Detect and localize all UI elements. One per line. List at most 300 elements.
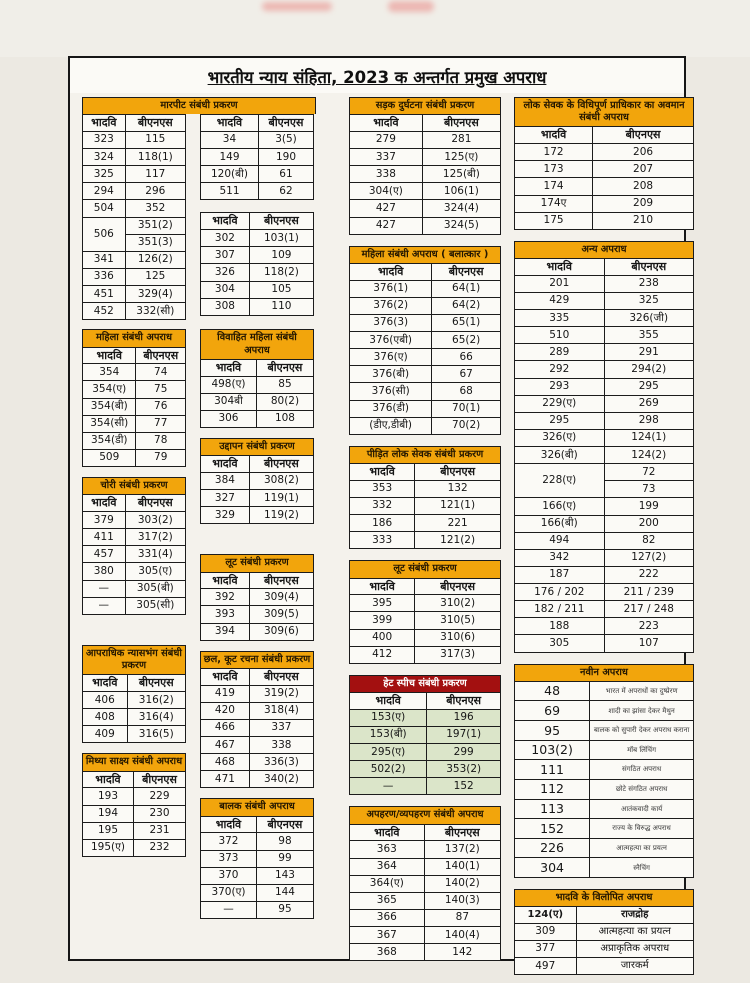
ipc-cell: 377: [515, 940, 577, 957]
bns-cell: 209: [593, 195, 694, 212]
ipc-cell: 324: [83, 149, 126, 166]
bns-cell: 217 / 248: [604, 601, 694, 618]
bns-cell: 221: [415, 515, 501, 532]
ipc-cell: 226: [515, 838, 590, 858]
bns-cell: 152: [427, 778, 501, 795]
ipc-cell: 120(बी): [201, 166, 259, 183]
bns-cell: 207: [593, 161, 694, 178]
table-row: [201, 850, 314, 867]
col-header-bns: बीएनएस: [256, 359, 313, 376]
bns-cell: बालक को सुपारी देकर अपराध कराना: [590, 721, 694, 741]
table-row: [201, 606, 314, 623]
uddapan-grid: [200, 455, 314, 524]
watermark-smudge: [262, 2, 332, 11]
header-row: [201, 115, 314, 132]
table-row: [83, 268, 186, 285]
table-title: लूट संबंधी प्रकरण: [349, 560, 501, 577]
col-header-ipc: भादवि: [350, 693, 427, 710]
table-row: [350, 927, 501, 944]
ipc-cell: 327: [201, 490, 250, 507]
header-row: [350, 693, 501, 710]
col-header-ipc: भादवि: [201, 668, 250, 685]
table-row: [515, 635, 694, 652]
ipc-cell: 153(ए): [350, 709, 427, 726]
table-row: [515, 549, 694, 566]
bns-cell: 211 / 239: [604, 584, 694, 601]
table-row: [350, 778, 501, 795]
bns-cell: 72: [604, 464, 694, 481]
bns-cell: 125: [125, 268, 185, 285]
table-row: [83, 563, 186, 580]
table-row: [83, 183, 186, 200]
ipc-cell: 502(2): [350, 761, 427, 778]
bns-cell: 295: [604, 378, 694, 395]
table-row: [201, 281, 314, 298]
bns-cell: 62: [258, 183, 313, 200]
ipc-cell: 353: [350, 480, 415, 497]
bns-cell: 78: [136, 432, 186, 449]
ipc-cell: 364(ए): [350, 875, 425, 892]
bns-cell: 190: [258, 149, 313, 166]
table-row: [201, 771, 314, 788]
ipc-cell: 393: [201, 606, 250, 623]
ipc-cell: 325: [83, 166, 126, 183]
header-row: [83, 771, 186, 788]
ipc-cell: 166(ए): [515, 498, 605, 515]
bns-cell: 75: [136, 381, 186, 398]
header-row: [350, 824, 501, 841]
ipc-cell: 307: [201, 247, 250, 264]
bns-cell: 351(3): [125, 234, 185, 251]
table-row: [515, 447, 694, 464]
table-row: [515, 178, 694, 195]
ipc-cell: 195(ए): [83, 839, 134, 856]
ipc-cell: 406: [83, 692, 128, 709]
anya-apradh-table: [514, 241, 694, 653]
bns-cell: 340(2): [249, 771, 313, 788]
bns-cell: आत्महत्या का प्रयत्न: [590, 838, 694, 858]
table-row: [83, 709, 186, 726]
bns-cell: 126(2): [125, 251, 185, 268]
table-row: [350, 595, 501, 612]
col-header-bns: बीएनएस: [427, 693, 501, 710]
col-header-bns: बीएनएस: [415, 578, 501, 595]
ipc-cell: 166(बी): [515, 515, 605, 532]
bns-cell: 98: [256, 833, 313, 850]
table-title: सड़क दुर्घटना संबंधी प्रकरण: [349, 97, 501, 114]
col-header-ipc: भादवि: [515, 127, 593, 144]
ipc-cell: 173: [515, 161, 593, 178]
table-row: [201, 507, 314, 524]
bns-cell: शादी का झांसा देकर मैथुन: [590, 701, 694, 721]
marpeet-subtables: [82, 114, 316, 320]
bns-cell: 305(सी): [125, 597, 185, 614]
ipc-cell: 370(ए): [201, 884, 257, 901]
table-row: [350, 131, 501, 148]
bns-cell: 77: [136, 415, 186, 432]
table-row: [515, 464, 694, 481]
col-header-bns: बीएनएस: [127, 675, 185, 692]
col-header-bns: बीएनएस: [256, 816, 313, 833]
bns-cell: 118(1): [125, 149, 185, 166]
header-row: [201, 456, 314, 473]
header-row: [201, 668, 314, 685]
ipc-cell: —: [201, 901, 257, 918]
bns-cell: आतंकवादी कार्य: [590, 799, 694, 819]
table-row: [515, 907, 694, 924]
table-title: अपहरण/व्यपहरण संबंधी अपराध: [349, 806, 501, 823]
table-row: [83, 692, 186, 709]
bns-cell: 199: [604, 498, 694, 515]
bns-cell: 197(1): [427, 726, 501, 743]
table-row: [350, 480, 501, 497]
ipc-cell: 409: [83, 726, 128, 743]
vivahit-mahila-table: [200, 329, 314, 428]
ipc-cell: 336: [83, 268, 126, 285]
bns-cell: 324(4): [422, 200, 500, 217]
bns-cell: 351(2): [125, 217, 185, 234]
table-row: [350, 349, 501, 366]
table-title: मारपीट संबंधी प्रकरण: [82, 97, 316, 114]
ipc-cell: 304: [515, 858, 590, 878]
ipc-cell: 229(ए): [515, 395, 605, 412]
bns-cell: 316(2): [127, 692, 185, 709]
table-title: उद्दापन संबंधी प्रकरण: [200, 438, 314, 455]
ipc-cell: 305: [515, 635, 605, 652]
bns-cell: 110: [249, 298, 313, 315]
table-title: विवाहित महिला संबंधी अपराध: [200, 329, 314, 358]
table-row: [515, 532, 694, 549]
ipc-cell: 201: [515, 275, 605, 292]
column-3: [349, 97, 501, 961]
table-row: [515, 161, 694, 178]
ipc-cell: 172: [515, 144, 593, 161]
ipc-cell: 412: [350, 646, 415, 663]
mahila-sambandhi-table: [82, 329, 186, 467]
table-row: [83, 726, 186, 743]
bns-cell: 65(2): [432, 332, 501, 349]
balak-sambandhi-table: [200, 798, 314, 919]
column-4: [514, 97, 694, 975]
nyasbhang-grid: [82, 674, 186, 743]
bns-cell: 3(5): [258, 131, 313, 148]
marpeet-right-top-table: [200, 114, 314, 200]
ipc-cell: 373: [201, 850, 257, 867]
bns-cell: 309(4): [249, 589, 313, 606]
table-row: [515, 429, 694, 446]
sadak-durghatna-table: [349, 97, 501, 235]
ipc-cell: 419: [201, 685, 250, 702]
col-header-ipc: भादवि: [350, 464, 415, 481]
col-header-ipc: भादवि: [83, 771, 134, 788]
header-row: [350, 115, 501, 132]
bns-cell: 200: [604, 515, 694, 532]
ipc-cell: 384: [201, 472, 250, 489]
ipc-cell: 408: [83, 709, 128, 726]
ipc-cell: 509: [83, 449, 136, 466]
bns-cell: 332(सी): [125, 303, 185, 320]
apaharan-table: [349, 806, 501, 961]
ipc-cell: —: [83, 597, 126, 614]
table-row: [201, 131, 314, 148]
table-row: [350, 841, 501, 858]
table-row: [515, 779, 694, 799]
ipc-cell: 411: [83, 529, 126, 546]
table-row: [83, 149, 186, 166]
marpeet-right-subtables: [200, 114, 314, 320]
table-row: [515, 515, 694, 532]
bns-cell: 70(2): [432, 417, 501, 434]
ipc-cell: 370: [201, 867, 257, 884]
ipc-cell: —: [83, 580, 126, 597]
table-row: [350, 297, 501, 314]
table-row: [515, 601, 694, 618]
bns-cell: 305(ए): [125, 563, 185, 580]
naveen-apradh-grid: [514, 681, 694, 878]
bns-cell: 319(2): [249, 685, 313, 702]
bns-cell: 326(जी): [604, 310, 694, 327]
header-row: [350, 263, 501, 280]
table-row: [515, 760, 694, 780]
page-title: भारतीय न्याय संहिता, 2023 क अन्तर्गत प्रमुख अपराध: [70, 58, 684, 93]
ipc-cell: 111: [515, 760, 590, 780]
ipc-cell: 506: [83, 217, 126, 251]
marpeet-right-top-grid: [200, 114, 314, 200]
table-row: [83, 529, 186, 546]
bns-cell: 316(4): [127, 709, 185, 726]
vivahit-mahila-grid: [200, 359, 314, 428]
bns-cell: 317(2): [125, 529, 185, 546]
ipc-cell: 279: [350, 131, 423, 148]
ipc-cell: 400: [350, 629, 415, 646]
ipc-cell: 153(बी): [350, 726, 427, 743]
col-header-bns: बीएनएस: [432, 263, 501, 280]
ipc-cell: 182 / 211: [515, 601, 605, 618]
ipc-cell: 338: [350, 166, 423, 183]
table-row: [201, 183, 314, 200]
bns-cell: 229: [133, 788, 185, 805]
ipc-cell: 368: [350, 944, 425, 961]
bns-cell: 294(2): [604, 361, 694, 378]
bns-cell: 108: [256, 410, 313, 427]
col-header-ipc: भादवि: [83, 675, 128, 692]
bns-cell: 208: [593, 178, 694, 195]
col-header-bns: बीएनएस: [249, 213, 313, 230]
table-row: [201, 589, 314, 606]
col-header-ipc: भादवि: [201, 572, 250, 589]
ipc-cell: 304: [201, 281, 250, 298]
ipc-cell: 399: [350, 612, 415, 629]
table-row: [515, 721, 694, 741]
bns-cell: 121(2): [415, 532, 501, 549]
table-row: [350, 497, 501, 514]
left-region: [82, 97, 316, 919]
col-header-ipc: भादवि: [201, 115, 259, 132]
bns-cell: 117: [125, 166, 185, 183]
col-header-bns: बीएनएस: [249, 572, 313, 589]
bns-cell: संगठित अपराध: [590, 760, 694, 780]
table-row: [201, 166, 314, 183]
ipc-cell: 376(ए): [350, 349, 432, 366]
hate-speech-grid: [349, 692, 501, 795]
col-header-ipc: भादवि: [350, 824, 425, 841]
ipc-cell: 452: [83, 303, 126, 320]
table-row: [201, 884, 314, 901]
ipc-cell: 392: [201, 589, 250, 606]
ipc-cell: 341: [83, 251, 126, 268]
col-header-ipc: भादवि: [83, 115, 126, 132]
ipc-cell: 124(ए): [515, 907, 577, 924]
table-row: [350, 149, 501, 166]
bns-cell: 67: [432, 366, 501, 383]
bns-cell: 125(बी): [422, 166, 500, 183]
table-row: [201, 719, 314, 736]
ipc-cell: 187: [515, 566, 605, 583]
bns-cell: 99: [256, 850, 313, 867]
ipc-cell: 228(ए): [515, 464, 605, 498]
bns-cell: 118(2): [249, 264, 313, 281]
col-header-bns: बीएनएस: [258, 115, 313, 132]
balak-sambandhi-grid: [200, 816, 314, 919]
bns-cell: 232: [133, 839, 185, 856]
header-row: [83, 675, 186, 692]
table-title: हेट स्पीच संबंधी प्रकरण: [349, 675, 501, 692]
bns-cell: 124(1): [604, 429, 694, 446]
table-row: [350, 314, 501, 331]
table-row: [83, 580, 186, 597]
ipc-cell: (डीए,डीबी): [350, 417, 432, 434]
bns-cell: 144: [256, 884, 313, 901]
table-columns: [70, 93, 690, 983]
col-header-bns: बीएनएस: [136, 347, 186, 364]
header-row: [83, 115, 186, 132]
table-row: [201, 702, 314, 719]
table-title: लोक सेवक के विधिपूर्ण प्राधिकार का अवमान संबंधी अपराध: [514, 97, 694, 126]
ipc-cell: 194: [83, 805, 134, 822]
ipc-cell: 175: [515, 212, 593, 229]
bns-cell: स्नैचिंग: [590, 858, 694, 878]
ipc-cell: 376(2): [350, 297, 432, 314]
bns-cell: भारत में अपराधों का दुष्प्रेरण: [590, 681, 694, 701]
bns-cell: 127(2): [604, 549, 694, 566]
col-header-ipc: भादवि: [201, 213, 250, 230]
bns-cell: 223: [604, 618, 694, 635]
ipc-cell: 304बी: [201, 393, 257, 410]
bns-cell: मॉब लिंचिंग: [590, 740, 694, 760]
table-row: [515, 701, 694, 721]
table-title: पीड़ित लोक सेवक संबंधी प्रकरण: [349, 446, 501, 463]
table-row: [201, 901, 314, 918]
ipc-cell: 511: [201, 183, 259, 200]
ipc-cell: 365: [350, 892, 425, 909]
table-row: [83, 381, 186, 398]
table-row: [83, 251, 186, 268]
bns-cell: 105: [249, 281, 313, 298]
table-title: महिला संबंधी अपराध ( बलात्कार ): [349, 246, 501, 263]
bns-cell: 337: [249, 719, 313, 736]
table-row: [350, 629, 501, 646]
ipc-cell: 497: [515, 958, 577, 975]
table-row: [83, 822, 186, 839]
hate-speech-table: [349, 675, 501, 796]
table-row: [350, 515, 501, 532]
uddapan-table: [200, 438, 314, 524]
table-row: [350, 200, 501, 217]
ipc-cell: 498(ए): [201, 376, 257, 393]
ipc-cell: 429: [515, 292, 605, 309]
bns-cell: 331(4): [125, 546, 185, 563]
balatkar-table: [349, 246, 501, 435]
ipc-cell: 34: [201, 131, 259, 148]
bns-cell: 355: [604, 327, 694, 344]
table-row: [515, 681, 694, 701]
bns-cell: 124(2): [604, 447, 694, 464]
ipc-cell: 376(बी): [350, 366, 432, 383]
bns-cell: 142: [424, 944, 500, 961]
table-row: [83, 449, 186, 466]
bns-cell: 303(2): [125, 512, 185, 529]
col-header-bns: बीएनएस: [415, 464, 501, 481]
ipc-cell: 468: [201, 754, 250, 771]
ipc-cell: 329: [201, 507, 250, 524]
table-row: [350, 892, 501, 909]
ipc-cell: 376(3): [350, 314, 432, 331]
bns-cell: 119(1): [249, 490, 313, 507]
ipc-cell: 354(बी): [83, 398, 136, 415]
ipc-cell: 451: [83, 286, 126, 303]
vilopit-apradh-grid: [514, 906, 694, 975]
ipc-cell: 302: [201, 230, 250, 247]
table-title: चोरी संबंधी प्रकरण: [82, 477, 186, 494]
bns-cell: 238: [604, 275, 694, 292]
table-row: [201, 737, 314, 754]
bns-cell: 309(5): [249, 606, 313, 623]
col-header-bns: बीएनएस: [125, 495, 185, 512]
bns-cell: 298: [604, 412, 694, 429]
chhal-koot-rachna-table: [200, 651, 314, 789]
lower-left-row: [82, 329, 316, 919]
table-row: [515, 740, 694, 760]
ipc-cell: 471: [201, 771, 250, 788]
table-row: [201, 472, 314, 489]
table-row: [83, 131, 186, 148]
col-header-bns: बीएनएस: [424, 824, 500, 841]
table-row: [83, 303, 186, 320]
table-row: [350, 183, 501, 200]
ipc-cell: 113: [515, 799, 590, 819]
ipc-cell: 457: [83, 546, 126, 563]
watermark-smudge: [388, 1, 434, 12]
bns-cell: 140(2): [424, 875, 500, 892]
ipc-cell: 494: [515, 532, 605, 549]
table-row: [350, 217, 501, 234]
table-row: [515, 858, 694, 878]
ipc-cell: 427: [350, 217, 423, 234]
col-header-bns: बीएनएस: [422, 115, 500, 132]
bns-cell: 329(4): [125, 286, 185, 303]
bns-cell: 222: [604, 566, 694, 583]
col-header-ipc: भादवि: [83, 495, 126, 512]
table-row: [83, 415, 186, 432]
table-row: [515, 292, 694, 309]
table-row: [515, 378, 694, 395]
col-header-ipc: भादवि: [350, 263, 432, 280]
bns-cell: 65(1): [432, 314, 501, 331]
mithya-sakshya-table: [82, 753, 186, 856]
bns-cell: राज्य के विरुद्ध अपराध: [590, 819, 694, 839]
table-row: [515, 618, 694, 635]
table-row: [201, 264, 314, 281]
